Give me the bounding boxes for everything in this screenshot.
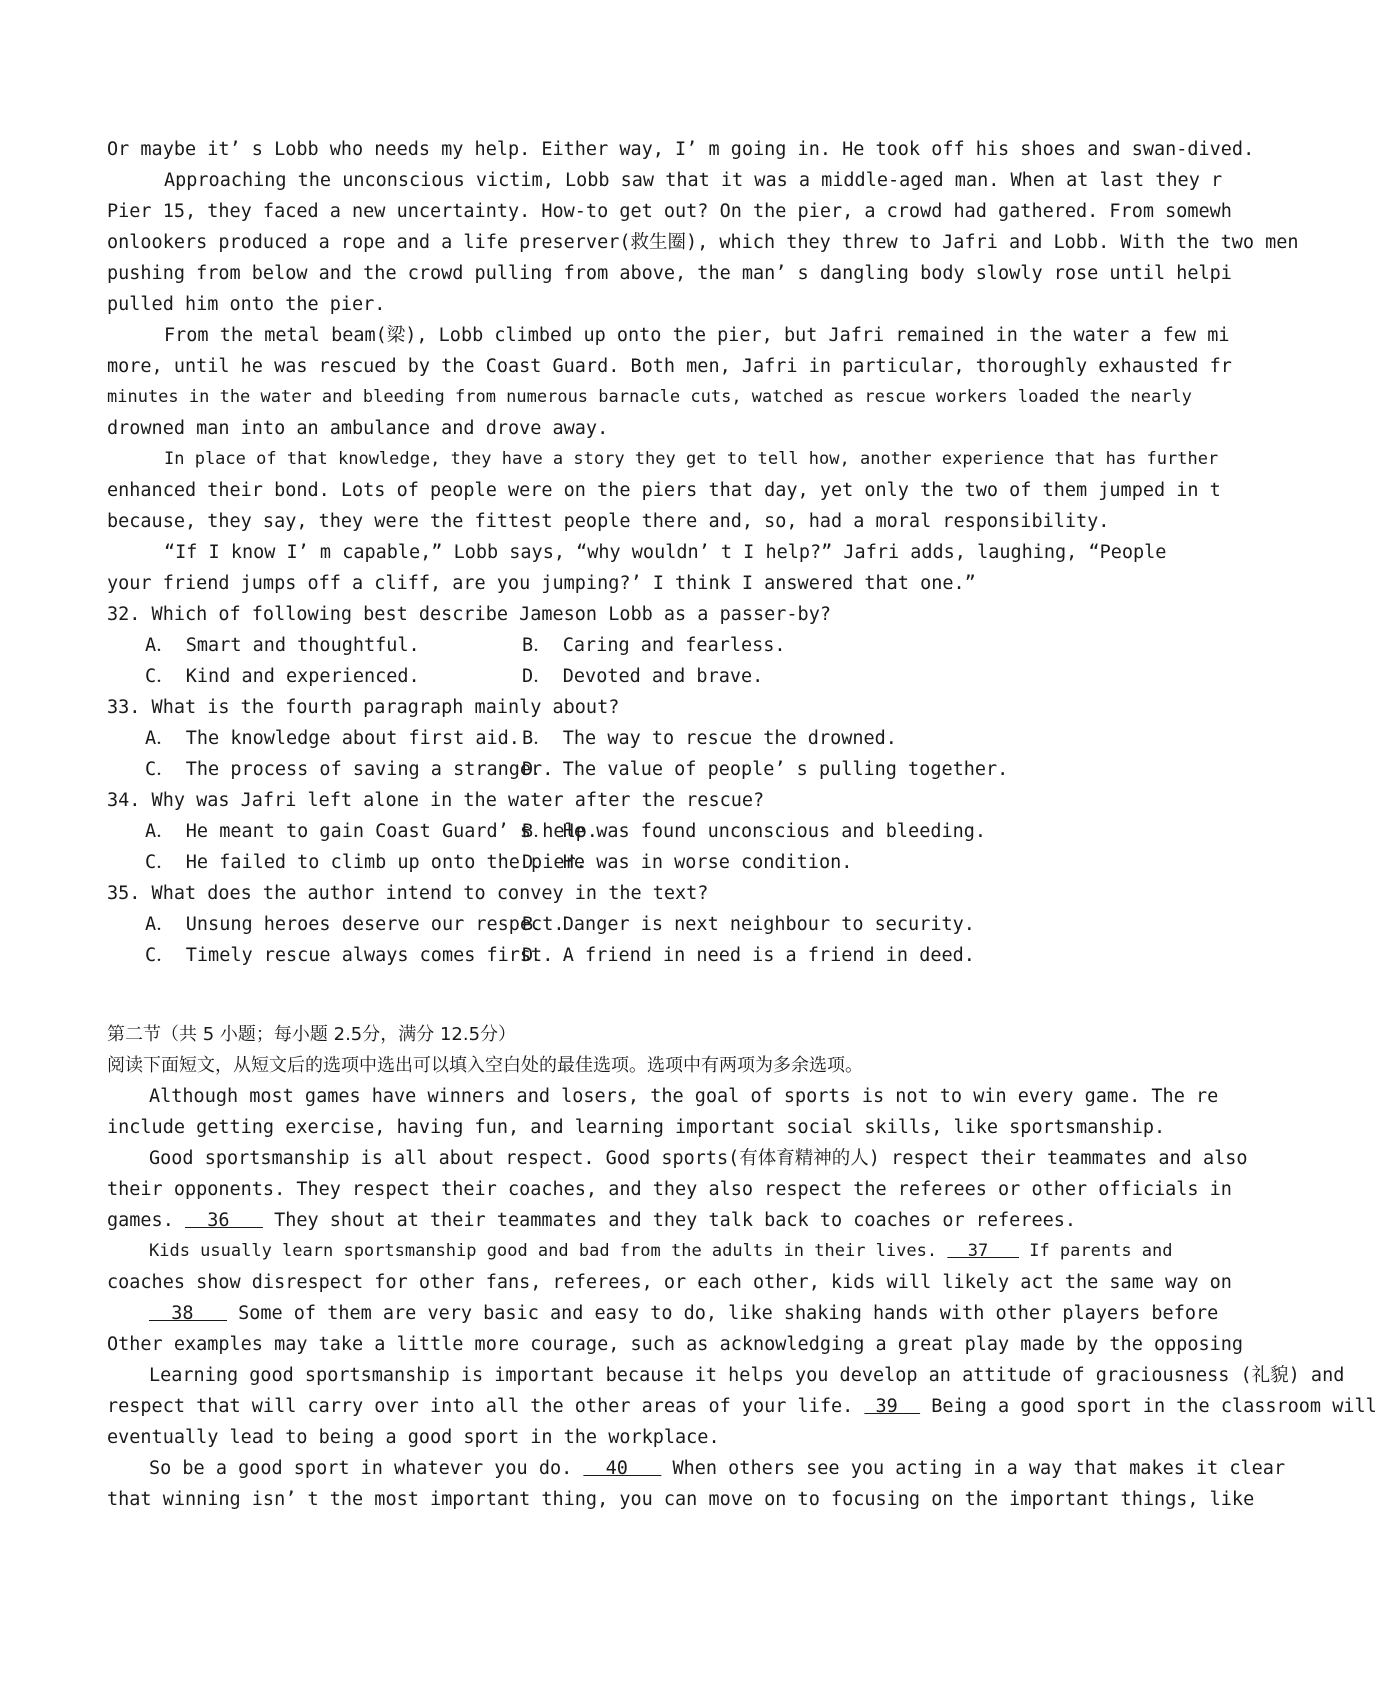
option-b[interactable]: B． The way to rescue the drowned. xyxy=(522,728,897,749)
passage1-line: “If I know I’ m capable,” Lobb says, “why wouldn’ t I help?” Jafri adds, laughing, “People xyxy=(164,542,1167,563)
passage1-line: drowned man into an ambulance and drove away. xyxy=(107,418,609,439)
passage2-line xyxy=(107,1391,1377,1422)
option-c[interactable]: C． The process of saving a stranger. xyxy=(145,759,554,780)
section-instruction: 阅读下面短文，从短文后的选项中选出可以填入空白处的最佳选项。选项中有两项为多余选项。 xyxy=(107,1055,863,1076)
passage2-line xyxy=(107,1298,1233,1329)
option-d[interactable]: D． He was in worse condition. xyxy=(522,852,853,873)
passage1-line: From the metal beam(梁), Lobb climbed up onto the pier, but Jafri remained in the water a few mi xyxy=(164,325,1230,346)
passage2-line: Learning good sportsmanship is important because it helps you develop an attitude of graciousness (礼貌) and xyxy=(149,1365,1345,1386)
passage2-text: Some of them are very basic and easy to do, like shaking hands with other players before xyxy=(226,1303,1219,1324)
passage1-line: minutes in the water and bleeding from numerous barnacle cuts, watched as rescue workers loaded the nearly xyxy=(107,387,1192,407)
passage1-line: pushing from below and the crowd pulling from above, the man’ s dangling body slowly rose until helpi xyxy=(107,263,1232,284)
blank-37[interactable]: 37 xyxy=(947,1241,1019,1261)
option-b[interactable]: B． He was found unconscious and bleeding. xyxy=(522,821,987,842)
passage2-line: Although most games have winners and losers, the goal of sports is not to win every game. The re xyxy=(149,1086,1219,1107)
option-a[interactable]: A． Smart and thoughtful. xyxy=(145,635,420,656)
question-stem: 32. Which of following best describe Jameson Lobb as a passer-by? xyxy=(107,604,831,625)
passage2-line: that winning isn’ t the most important thing, you can move on to focusing on the important things, like xyxy=(107,1489,1255,1510)
option-d[interactable]: D． The value of people’ s pulling together. xyxy=(522,759,1009,780)
passage1-line: your friend jumps off a cliff, are you jumping?’ I think I answered that one.” xyxy=(107,573,976,594)
passage1-line: In place of that knowledge, they have a story they get to tell how, another experience that has further xyxy=(164,449,1219,469)
question-stem: 35. What does the author intend to convey in the text? xyxy=(107,883,709,904)
option-d[interactable]: D． Devoted and brave. xyxy=(522,666,764,687)
question-stem: 34. Why was Jafri left alone in the water after the rescue? xyxy=(107,790,765,811)
passage2-line: their opponents. They respect their coaches, and they also respect the referees or other officials in xyxy=(107,1179,1232,1200)
blank-38[interactable]: 38 xyxy=(149,1303,227,1324)
passage1-line: pulled him onto the pier. xyxy=(107,294,386,315)
section-heading: 第二节（共 5 小题；每小题 2.5分，满分 12.5分） xyxy=(107,1024,517,1045)
passage1-line: Or maybe it’ s Lobb who needs my help. Either way, I’ m going in. He took off his shoes and swan-dived. xyxy=(107,139,1255,160)
option-c[interactable]: C． Timely rescue always comes first. xyxy=(145,945,554,966)
passage2-text: Being a good sport in the classroom will xyxy=(920,1396,1377,1417)
option-c[interactable]: C． He failed to climb up onto the pier. xyxy=(145,852,587,873)
passage2-line xyxy=(107,1205,1191,1236)
question-stem: 33. What is the fourth paragraph mainly about? xyxy=(107,697,620,718)
passage1-line: Pier 15, they faced a new uncertainty. How-to get out? On the pier, a crowd had gathered. From somewh xyxy=(107,201,1232,222)
passage1-line: more, until he was rescued by the Coast Guard. Both men, Jafri in particular, thoroughly exhausted fr xyxy=(107,356,1232,377)
option-d[interactable]: D． A friend in need is a friend in deed. xyxy=(522,945,975,966)
option-a[interactable]: A． He meant to gain Coast Guard’ s help. xyxy=(145,821,598,842)
passage2-line: include getting exercise, having fun, and learning important social skills, like sportsmanship. xyxy=(107,1117,1166,1138)
passage1-line: Approaching the unconscious victim, Lobb saw that it was a middle-aged man. When at last they r xyxy=(164,170,1223,191)
option-c[interactable]: C． Kind and experienced. xyxy=(145,666,420,687)
blank-36[interactable]: 36 xyxy=(184,1210,263,1231)
passage1-line: because, they say, they were the fittest people there and, so, had a moral responsibility. xyxy=(107,511,1110,532)
passage2-text: respect that will carry over into all the other areas of your life. xyxy=(107,1396,865,1417)
passage2-line: eventually lead to being a good sport in the workplace. xyxy=(107,1427,720,1448)
passage2-text: So be a good sport in whatever you do. xyxy=(149,1458,584,1479)
passage2-line: Other examples may take a little more courage, such as acknowledging a great play made by the opposing xyxy=(107,1334,1244,1355)
option-b[interactable]: B． Caring and fearless. xyxy=(522,635,786,656)
passage2-line: coaches show disrespect for other fans, referees, or each other, kids will likely act the same way on xyxy=(107,1272,1232,1293)
passage2-text: Kids usually learn sportsmanship good and bad from the adults in their lives. xyxy=(149,1241,948,1261)
option-a[interactable]: A． The knowledge about first aid. xyxy=(145,728,520,749)
option-b[interactable]: B． Danger is next neighbour to security. xyxy=(522,914,975,935)
option-a[interactable]: A． Unsung heroes deserve our respect. xyxy=(145,914,565,935)
blank-39[interactable]: 39 xyxy=(864,1396,921,1417)
passage2-line: Good sportsmanship is all about respect. Good sports(有体育精神的人) respect their teammates and also xyxy=(149,1148,1248,1169)
blank-40[interactable]: 40 xyxy=(583,1458,662,1479)
passage2-text: When others see you acting in a way that makes it clear xyxy=(661,1458,1286,1479)
passage2-text: They shout at their teammates and they talk back to coaches or referees. xyxy=(262,1210,1077,1231)
passage2-text: games. xyxy=(107,1210,185,1231)
passage2-line xyxy=(107,1453,1286,1484)
passage2-line xyxy=(107,1236,1233,1267)
passage1-line: enhanced their bond. Lots of people were on the piers that day, yet only the two of them jumped in t xyxy=(107,480,1221,501)
passage1-line: onlookers produced a rope and a life preserver(救生圈), which they threw to Jafri and Lobb. With the two men xyxy=(107,232,1299,253)
passage2-text: If parents and xyxy=(1018,1241,1173,1261)
